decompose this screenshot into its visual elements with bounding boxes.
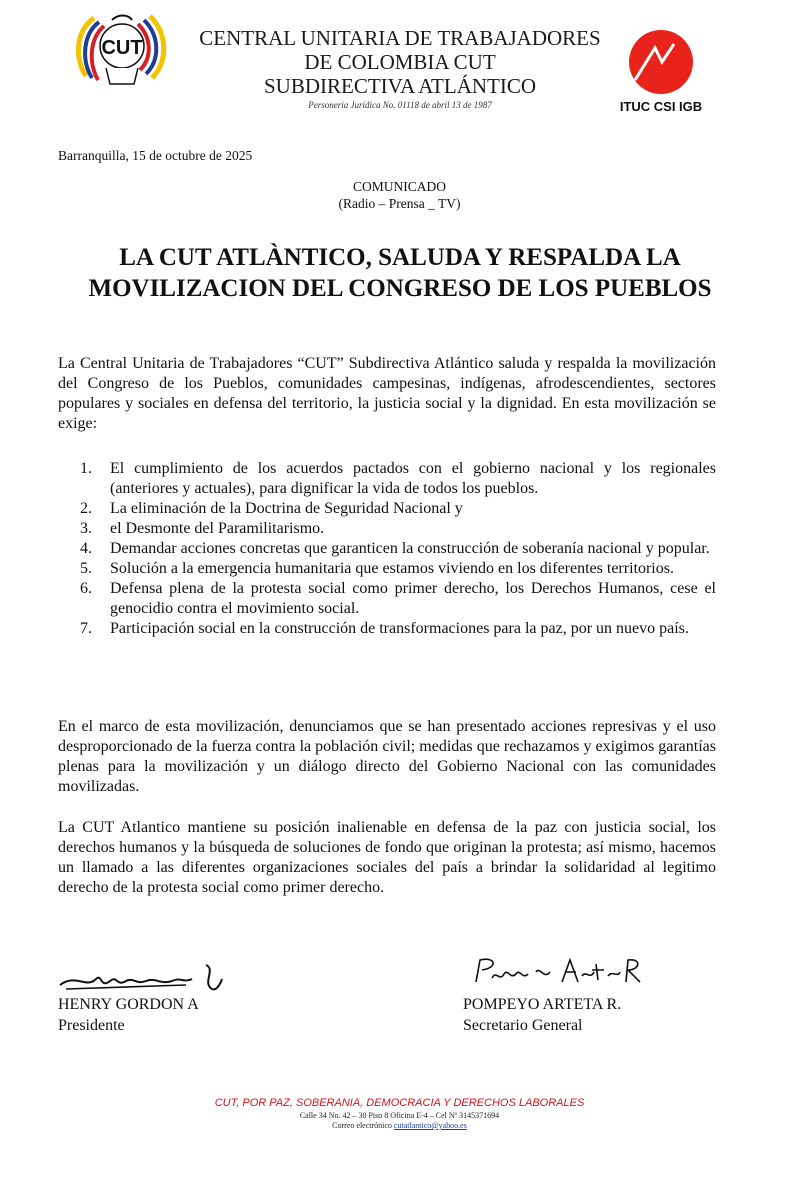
list-item-number: 2. xyxy=(80,500,92,517)
signature-block-president xyxy=(58,994,199,1036)
signatory-name: POMPEYO ARTETA R. xyxy=(463,996,622,1013)
organization-name xyxy=(190,26,610,98)
list-item xyxy=(58,539,716,559)
signatory-role: Secretario General xyxy=(463,1017,583,1034)
handwritten-signature-icon xyxy=(56,955,226,997)
org-line-2: DE COLOMBIA CUT xyxy=(304,50,496,74)
headline-line-2: MOVILIZACION DEL CONGRESO DE LOS PUEBLOS xyxy=(88,275,712,302)
list-item-number: 6. xyxy=(80,580,92,597)
footer-slogan: CUT, POR PAZ, SOBERANIA, DEMOCRACIA Y DERECHOS LABORALES xyxy=(214,1097,585,1109)
ituc-label: ITUC CSI IGB xyxy=(619,99,703,114)
list-item xyxy=(58,559,716,579)
list-item-number: 7. xyxy=(80,620,92,637)
list-item-number: 5. xyxy=(80,560,92,577)
list-item-text: Solución a la emergencia humanitaria que estamos viviendo en los diferentes territorios. xyxy=(110,560,674,577)
footer-address: Calle 34 No. 42 – 30 Piso 8 Oficina E-4 – Cel Nº 3145371694 xyxy=(299,1111,500,1120)
signature-block-secretary xyxy=(463,994,621,1036)
list-item-text: Participación social en la construcción de transformaciones para la paz, por un nuevo país. xyxy=(110,620,689,637)
list-item-text: Demandar acciones concretas que garanticen la construcción de soberanía nacional y popular. xyxy=(110,540,710,557)
list-item-number: 4. xyxy=(80,540,92,557)
footer-email-label: Correo electrónico xyxy=(332,1121,392,1130)
list-item-number: 1. xyxy=(80,460,92,477)
list-item-text: El cumplimiento de los acuerdos pactados con el gobierno nacional y los regionales (anteriores y actuales), para dignificar la vida de todos los pueblos. xyxy=(110,460,716,497)
comunicado-subtitle: (Radio – Prensa _ TV) xyxy=(338,196,461,211)
signatory-role: Presidente xyxy=(58,1017,125,1034)
paragraph-intro: La Central Unitaria de Trabajadores “CUT” Subdirectiva Atlántico saluda y respalda la movilización del Congreso de los Pueblos, comunidades campesinas, indígenas, afrodescendientes, sectores populares y sociales en defensa del territorio, la justicia social y la dignidad. En esta movilización se exige: xyxy=(58,355,716,432)
list-item xyxy=(58,499,716,519)
paragraph-denuncia: En el marco de esta movilización, denunciamos que se han presentado acciones represivas y el uso desproporcionado de la fuerza contra la población civil; medidas que rechazamos y exigimos garantías plenas para la movilización y un diálogo directo del Gobierno Nacional con las comunidades movilizadas. xyxy=(58,718,716,795)
org-line-1: CENTRAL UNITARIA DE TRABAJADORES xyxy=(199,26,601,50)
list-item xyxy=(58,619,716,639)
list-item xyxy=(58,519,716,539)
footer-email-line xyxy=(0,1121,799,1131)
handwritten-signature-icon xyxy=(470,952,645,992)
headline xyxy=(40,242,760,304)
list-item xyxy=(58,459,716,499)
footer-contact xyxy=(0,1111,799,1131)
cut-logo xyxy=(72,6,172,90)
cut-logo-text: CUT xyxy=(101,37,143,59)
signatory-name: HENRY GORDON A xyxy=(58,996,199,1013)
demands-list xyxy=(58,459,716,639)
personeria-juridica: Personería Jurídica No. 01118 de abril 13 de 1987 xyxy=(308,100,492,110)
comunicado-block xyxy=(0,178,799,212)
list-item xyxy=(58,579,716,619)
footer-email-link[interactable]: cutatlantico@yahoo.es xyxy=(393,1121,467,1130)
paragraph-posicion: La CUT Atlantico mantiene su posición inalienable en defensa de la paz con justicia social, los derechos humanos y la búsqueda de soluciones de fondo que originan la protesta; así mismo, hacemos un llamado a las diferentes organizaciones sociales del país a brindar la solidaridad al legitimo derecho de la protesta social como primer derecho. xyxy=(58,819,716,896)
date-line: Barranquilla, 15 de octubre de 2025 xyxy=(58,148,253,163)
list-item-text: La eliminación de la Doctrina de Seguridad Nacional y xyxy=(110,500,463,517)
headline-line-1: LA CUT ATLÀNTICO, SALUDA Y RESPALDA LA xyxy=(119,244,681,271)
org-line-3: SUBDIRECTIVA ATLÁNTICO xyxy=(263,74,537,98)
list-item-number: 3. xyxy=(80,520,92,537)
list-item-text: el Desmonte del Paramilitarismo. xyxy=(110,520,325,537)
list-item-text: Defensa plena de la protesta social como primer derecho, los Derechos Humanos, cese el genocidio contra el movimiento social. xyxy=(110,580,716,617)
comunicado-title: COMUNICADO xyxy=(352,179,446,194)
